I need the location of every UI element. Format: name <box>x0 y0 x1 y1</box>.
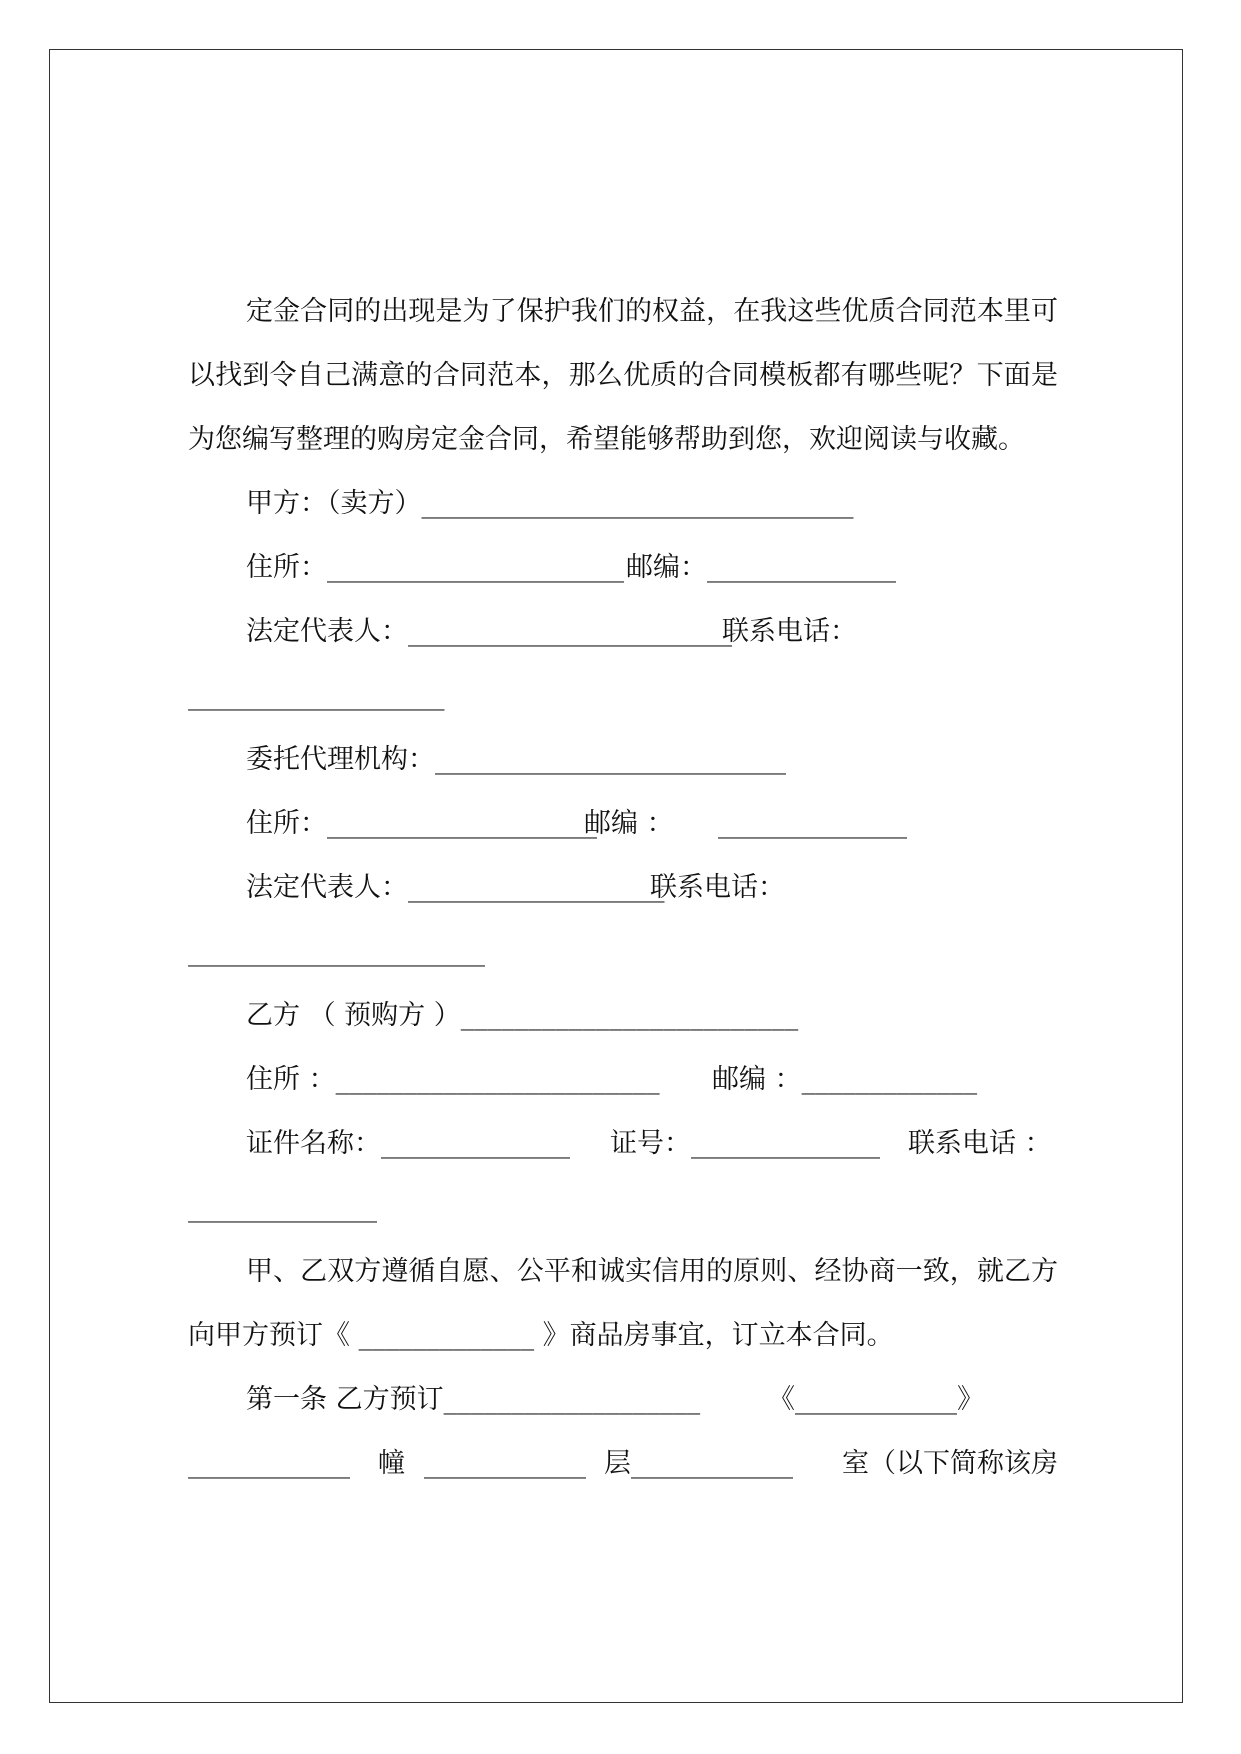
party-b-field: 乙方 （ 预购方 ）_________________________ <box>246 1000 799 1031</box>
party-b-phone-label: 联系电话 ： <box>908 1128 1052 1159</box>
agent-representative-line <box>188 856 1058 920</box>
article-1-blank-b: ____________ <box>424 1448 586 1479</box>
intro-paragraph: 定金合同的出现是为了保护我们的权益，在我这些优质合同范本里可以找到令自己满意的合同范本，那么优质的合同模板都有哪些呢？下面是为您编写整理的购房定金合同，希望能够帮助到您，欢迎阅读与收藏。 <box>188 296 1058 455</box>
party-a-postcode-field: 邮编：______________ <box>626 552 896 583</box>
agent-postcode-label: 邮编 ： <box>584 808 674 839</box>
article-1-building-label: 幢 <box>378 1448 405 1479</box>
party-a-line <box>188 472 1058 536</box>
agent-phone-label: 联系电话： <box>650 872 785 903</box>
party-b-phone-blank-line <box>188 1176 1058 1240</box>
party-b-id-number-field: 证号：______________ <box>610 1128 880 1159</box>
agent-phone-blank: ______________________ <box>188 936 485 967</box>
party-b-address-line <box>188 1048 1058 1112</box>
party-b-postcode-field: 邮编 ：_____________ <box>712 1064 978 1095</box>
article-1-room-label: 室（以下简称该房 <box>842 1448 1058 1479</box>
party-b-phone-blank: ______________ <box>188 1192 377 1223</box>
agent-address-line <box>188 792 1058 856</box>
agreement-paragraph: 甲、乙双方遵循自愿、公平和诚实信用的原则、经协商一致，就乙方向甲方预订《 _____________ 》商品房事宜，订立本合同。 <box>188 1256 1058 1351</box>
article-1-project-name: 《____________》 <box>768 1384 984 1415</box>
agent-representative-field: 法定代表人：___________________ <box>246 872 665 903</box>
party-a-representative-line <box>188 600 1058 664</box>
party-b-line <box>188 984 1058 1048</box>
agent-line <box>188 728 1058 792</box>
party-b-id-name-field: 证件名称：______________ <box>246 1128 570 1159</box>
article-1-blank-a: ____________ <box>188 1448 350 1479</box>
party-b-address-field: 住所 ：________________________ <box>246 1064 660 1095</box>
article-1-line-1 <box>188 1368 1058 1432</box>
party-a-phone-blank: ___________________ <box>188 680 445 711</box>
article-1-heading: 第一条 乙方预订___________________ <box>246 1384 701 1415</box>
party-b-id-line <box>188 1112 1058 1176</box>
document-body <box>188 280 1058 1496</box>
party-a-representative-field: 法定代表人：________________________ <box>246 616 732 647</box>
party-a-phone-label: 联系电话： <box>722 616 857 647</box>
agent-field: 委托代理机构：__________________________ <box>246 744 786 775</box>
article-1-line-2 <box>188 1432 1058 1496</box>
party-a-phone-blank-line <box>188 664 1058 728</box>
party-a-address-field: 住所：______________________ <box>246 552 624 583</box>
agent-postcode-blank: ______________ <box>718 808 907 839</box>
article-1-floor-field: 层____________ <box>604 1448 793 1479</box>
party-a-field: 甲方：（卖方）________________________________ <box>246 488 854 519</box>
party-a-address-line <box>188 536 1058 600</box>
agent-phone-blank-line <box>188 920 1058 984</box>
agent-address-field: 住所：____________________ <box>246 808 597 839</box>
